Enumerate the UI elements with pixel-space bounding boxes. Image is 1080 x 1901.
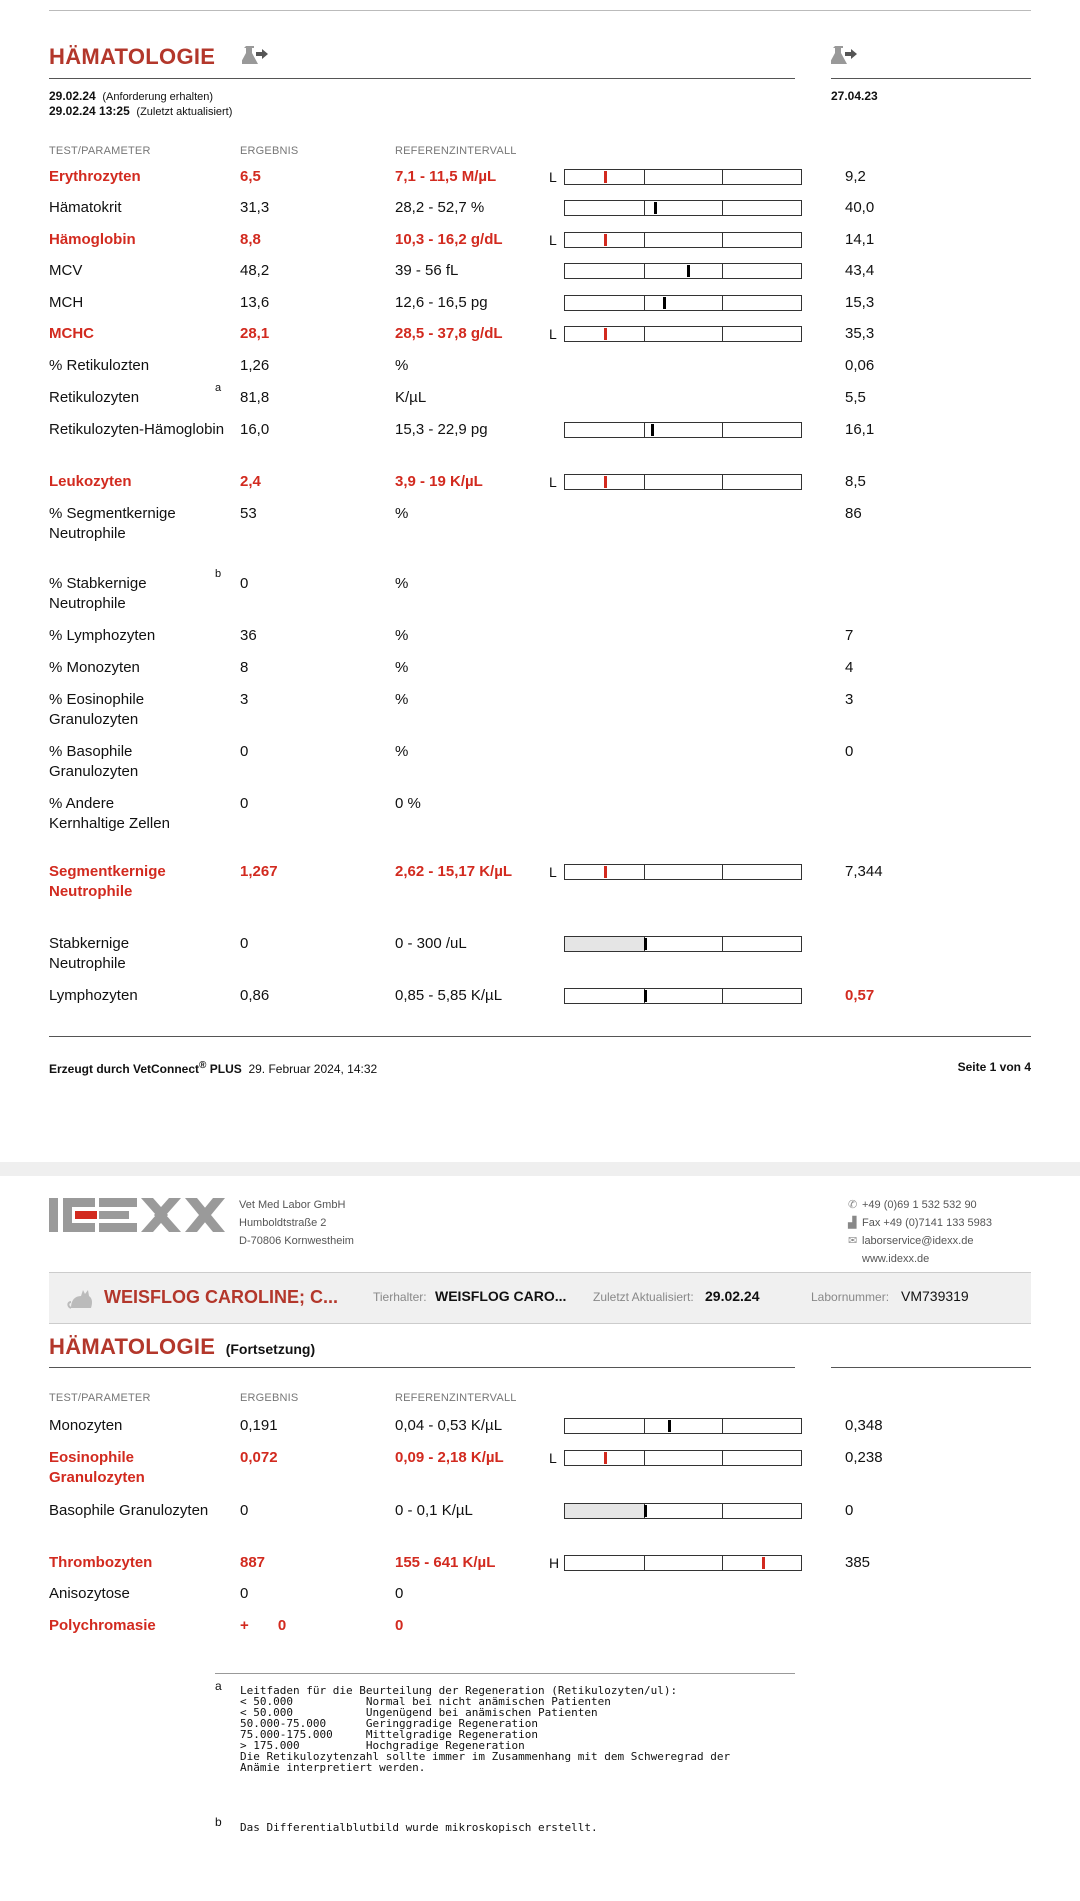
row-reference-interval: 0,04 - 0,53 K/µL [395,1417,503,1434]
cat-icon [67,1286,95,1310]
page-title: HÄMATOLOGIE [49,44,216,69]
patient-name[interactable]: WEISFLOG CAROLINE; C... [104,1287,338,1307]
range-bar-marker [604,476,607,488]
fax-number: Fax +49 (0)7141 133 5983 [862,1217,992,1229]
range-bar [564,295,802,311]
range-bar-divider [722,1504,723,1518]
col-header-result: ERGEBNIS [240,145,299,157]
range-bar-divider [722,201,723,215]
row-name: MCHC [49,325,94,342]
range-bar-marker [651,424,654,436]
row-name: MCH [49,294,84,311]
date-received: 29.02.24 [49,89,96,103]
row-flag: L [549,474,557,490]
row-previous-result: 7,344 [845,863,883,880]
footer-plus: PLUS [209,1062,242,1076]
range-bar [564,936,802,952]
web-link[interactable]: www.idexx.de [862,1253,930,1265]
col-header-param: TEST/PARAMETER [49,145,151,157]
range-bar-divider [722,1556,723,1570]
range-bar-marker [663,297,666,309]
row-flag: L [549,1450,557,1466]
row-previous-result: 4 [845,659,854,676]
owner-label: Tierhalter: [373,1290,427,1304]
row-previous-result: 0,238 [845,1449,883,1466]
footer-date: 29. Februar 2024, 14:32 [248,1062,378,1076]
fax-icon: ▟ [848,1217,857,1229]
range-bar-marker [604,171,607,183]
lab-contact [848,1196,992,1268]
row-name: % Stabkernige Neutrophile [49,575,147,612]
row-reference-interval: 7,1 - 11,5 M/µL [395,168,497,185]
row-reference-interval: % [395,659,409,676]
col-header-ref: REFERENZINTERVALL [395,145,517,157]
lab-city: D-70806 Kornwestheim [239,1235,354,1247]
row-name: % Retikulozten [49,357,150,374]
range-bar-divider [722,264,723,278]
range-bar-divider [722,296,723,310]
lab-street: Humboldtstraße 2 [239,1217,327,1229]
row-name: % Eosinophile Granulozyten [49,691,145,728]
row-previous-result: 0 [845,743,854,760]
row-reference-interval: 0 [395,1585,404,1602]
footnote-ref-mark[interactable]: b [215,568,222,580]
row-reference-interval: 15,3 - 22,9 pg [395,421,488,438]
range-bar-marker [604,328,607,340]
row-name: Erythrozyten [49,168,141,185]
updated-value: 29.02.24 [705,1288,760,1304]
row-reference-interval: 3,9 - 19 K/µL [395,473,483,490]
row-reference-interval: 0 % [395,795,421,812]
row-result: 0 [240,1502,249,1519]
row-reference-interval: 0,09 - 2,18 K/µL [395,1449,504,1466]
row-name: Lymphozyten [49,987,138,1004]
row-name: Stabkernige Neutrophile [49,935,130,972]
range-bar-divider [722,170,723,184]
row-name: Hämoglobin [49,231,136,248]
range-bar-marker [762,1557,765,1569]
lab-address [239,1196,354,1250]
row-result: 0 [240,1585,249,1602]
row-name: MCV [49,262,83,279]
range-bar-divider [644,1419,645,1433]
row-name: Retikulozyten-Hämoglobin [49,421,225,438]
row-reference-interval: 155 - 641 K/µL [395,1554,496,1571]
row-result: 3 [240,691,249,708]
row-name: Segmentkernige Neutrophile [49,863,166,900]
row-result: 2,4 [240,473,261,490]
row-previous-result: 9,2 [845,168,866,185]
range-bar-shade [565,1504,645,1518]
row-reference-interval: 0 - 0,1 K/µL [395,1502,473,1519]
row-reference-interval: 0 - 300 /uL [395,935,467,952]
range-bar-divider [644,475,645,489]
row-result: 0,86 [240,987,270,1004]
row-name: % Andere Kernhaltige Zellen [49,795,170,832]
labnr-value: VM739319 [901,1288,969,1304]
row-result: 8,8 [240,231,261,248]
footnote-b-mark: b [215,1815,222,1829]
footnote-b: Das Differentialblutbild wurde mikroskopisch erstellt. [240,1821,598,1834]
row-previous-result: 86 [845,505,862,522]
range-bar-divider [644,296,645,310]
range-bar [564,1503,802,1519]
lab-flask-icon[interactable] [242,45,268,67]
row-previous-result: 35,3 [845,325,875,342]
row-result: 31,3 [240,199,270,216]
range-bar-shade [565,937,645,951]
range-bar [564,200,802,216]
range-bar-divider [644,201,645,215]
row-name: % Segmentkernige Neutrophile [49,505,176,542]
report-dates [49,89,232,119]
col-header-result-p2: ERGEBNIS [240,1392,299,1404]
row-reference-interval: 0,85 - 5,85 K/µL [395,987,503,1004]
section-continued-label: (Fortsetzung) [225,1341,316,1357]
row-previous-result: 14,1 [845,231,875,248]
row-previous-result: 0,348 [845,1417,883,1434]
range-bar-marker [604,866,607,878]
row-flag: L [549,232,557,248]
footnote-ref-mark[interactable]: a [215,382,222,394]
range-bar-divider [644,170,645,184]
footnote-a: Leitfaden für die Beurteilung der Regeneration (Retikulozyten/ul): < 50.000 Normal bei nicht anämischen Patienten < 50.000 Ungenügend bei anämischen Patienten 50.000-75.000 Geringgradige Regeneration 75.000-175.000 Mittelgradige Regeneration > 175.000 Hochgradige Regeneration Die Retikulozytenzahl sollte immer im Zusammenhang mit dem Schweregrad der Anämie interpretiert werden. [240,1684,731,1774]
row-result: 0 [240,743,249,760]
range-bar [564,169,802,185]
range-bar-divider [644,423,645,437]
row-previous-result: 0,57 [845,987,875,1004]
row-previous-result: 43,4 [845,262,875,279]
section-title-continued: HÄMATOLOGIE [49,1334,216,1359]
row-reference-interval: 2,62 - 15,17 K/µL [395,863,513,880]
row-flag: H [549,1555,560,1571]
row-result: 0 [240,575,249,592]
footnote-a-mark: a [215,1679,222,1693]
row-reference-interval: % [395,691,409,708]
row-name: Eosinophile Granulozyten [49,1449,145,1486]
row-previous-result: 0 [845,1502,854,1519]
range-bar [564,1555,802,1571]
row-result: 16,0 [240,421,270,438]
previous-date: 27.04.23 [831,89,878,103]
updated-label: Zuletzt Aktualisiert: [593,1290,694,1304]
row-name: Hämatokrit [49,199,122,216]
range-bar [564,988,802,1004]
footer-reg: ® [199,1060,207,1071]
range-bar [564,326,802,342]
footer-generated-label: Erzeugt durch VetConnect [49,1062,200,1076]
range-bar-divider [644,233,645,247]
range-bar [564,1418,802,1434]
col-header-param-p2: TEST/PARAMETER [49,1392,151,1404]
row-result: 0,191 [240,1417,278,1434]
range-bar [564,1450,802,1466]
row-previous-result: 16,1 [845,421,875,438]
row-reference-interval: K/µL [395,389,427,406]
lab-flask-icon-previous[interactable] [831,45,857,67]
row-reference-interval: 39 - 56 fL [395,262,459,279]
page2-title [49,1334,315,1360]
row-reference-interval: % [395,627,409,644]
row-previous-result: 3 [845,691,854,708]
row-flag: L [549,169,557,185]
range-bar [564,422,802,438]
row-result: 48,2 [240,262,270,279]
patient-header [49,1272,1031,1324]
phone-number[interactable]: +49 (0)69 1 532 532 90 [862,1199,977,1211]
range-bar-marker [604,1452,607,1464]
row-name: Thrombozyten [49,1554,153,1571]
range-bar-divider [722,989,723,1003]
row-result: 13,6 [240,294,270,311]
row-result: + 0 [240,1617,287,1634]
row-name: % Monozyten [49,659,140,676]
row-flag: L [549,864,557,880]
idexx-logo [49,1198,225,1232]
row-reference-interval: % [395,743,409,760]
row-reference-interval: 10,3 - 16,2 g/dL [395,231,503,248]
range-bar-divider [722,937,723,951]
range-bar [564,232,802,248]
phone-icon: ✆ [848,1199,858,1211]
range-bar-divider [644,1556,645,1570]
row-previous-result: 385 [845,1554,871,1571]
row-flag: L [549,326,557,342]
row-name: Polychromasie [49,1617,156,1634]
row-name: Retikulozyten [49,389,140,406]
row-previous-result: 8,5 [845,473,866,490]
range-bar-marker [644,990,647,1002]
footer-generated [49,1060,377,1076]
range-bar-divider [644,264,645,278]
row-name: Anisozytose [49,1585,130,1602]
row-result: 0 [240,935,249,952]
range-bar-marker [687,265,690,277]
range-bar-divider [722,475,723,489]
row-result: 28,1 [240,325,270,342]
row-reference-interval: 28,2 - 52,7 % [395,199,485,216]
row-result: 0,072 [240,1449,278,1466]
range-bar-divider [722,1419,723,1433]
date-updated: 29.02.24 13:25 [49,104,130,118]
range-bar [564,474,802,490]
row-previous-result: 0,06 [845,357,875,374]
row-result: 36 [240,627,257,644]
row-name: % Lymphozyten [49,627,156,644]
range-bar [564,263,802,279]
row-result: 0 [240,795,249,812]
range-bar-marker [604,234,607,246]
row-name: Monozyten [49,1417,123,1434]
range-bar-divider [644,865,645,879]
range-bar-marker [644,1505,647,1517]
row-result: 53 [240,505,257,522]
row-result: 8 [240,659,249,676]
row-previous-result: 5,5 [845,389,866,406]
row-name: Basophile Granulozyten [49,1502,209,1519]
row-result: 887 [240,1554,266,1571]
row-reference-interval: % [395,505,409,522]
lab-name: Vet Med Labor GmbH [239,1199,346,1211]
row-reference-interval: 0 [395,1617,404,1634]
row-previous-result: 15,3 [845,294,875,311]
row-result: 6,5 [240,168,261,185]
row-result: 81,8 [240,389,270,406]
col-header-ref-p2: REFERENZINTERVALL [395,1392,517,1404]
range-bar-marker [668,1420,671,1432]
row-name: Leukozyten [49,473,132,490]
range-bar-divider [644,327,645,341]
row-result: 1,267 [240,863,278,880]
row-previous-result: 7 [845,627,854,644]
range-bar-marker [654,202,657,214]
email-icon: ✉ [848,1235,858,1247]
range-bar-divider [722,865,723,879]
range-bar-divider [644,1451,645,1465]
row-reference-interval: 28,5 - 37,8 g/dL [395,325,503,342]
range-bar-divider [722,327,723,341]
range-bar-divider [722,423,723,437]
range-bar [564,864,802,880]
row-result: 1,26 [240,357,270,374]
owner-value: WEISFLOG CARO... [435,1288,567,1304]
email-link[interactable]: laborservice@idexx.de [862,1235,974,1247]
range-bar-marker [644,938,647,950]
page-break [0,1162,1080,1176]
row-name: % Basophile Granulozyten [49,743,139,780]
row-reference-interval: 12,6 - 16,5 pg [395,294,488,311]
row-reference-interval: % [395,575,409,592]
row-reference-interval: % [395,357,409,374]
date-updated-label: (Zuletzt aktualisiert) [136,106,233,118]
footer-page: Seite 1 von 4 [957,1060,1031,1074]
range-bar-divider [722,233,723,247]
date-received-label: (Anforderung erhalten) [102,91,214,103]
range-bar-divider [722,1451,723,1465]
labnr-label: Labornummer: [811,1290,890,1304]
row-previous-result: 40,0 [845,199,875,216]
